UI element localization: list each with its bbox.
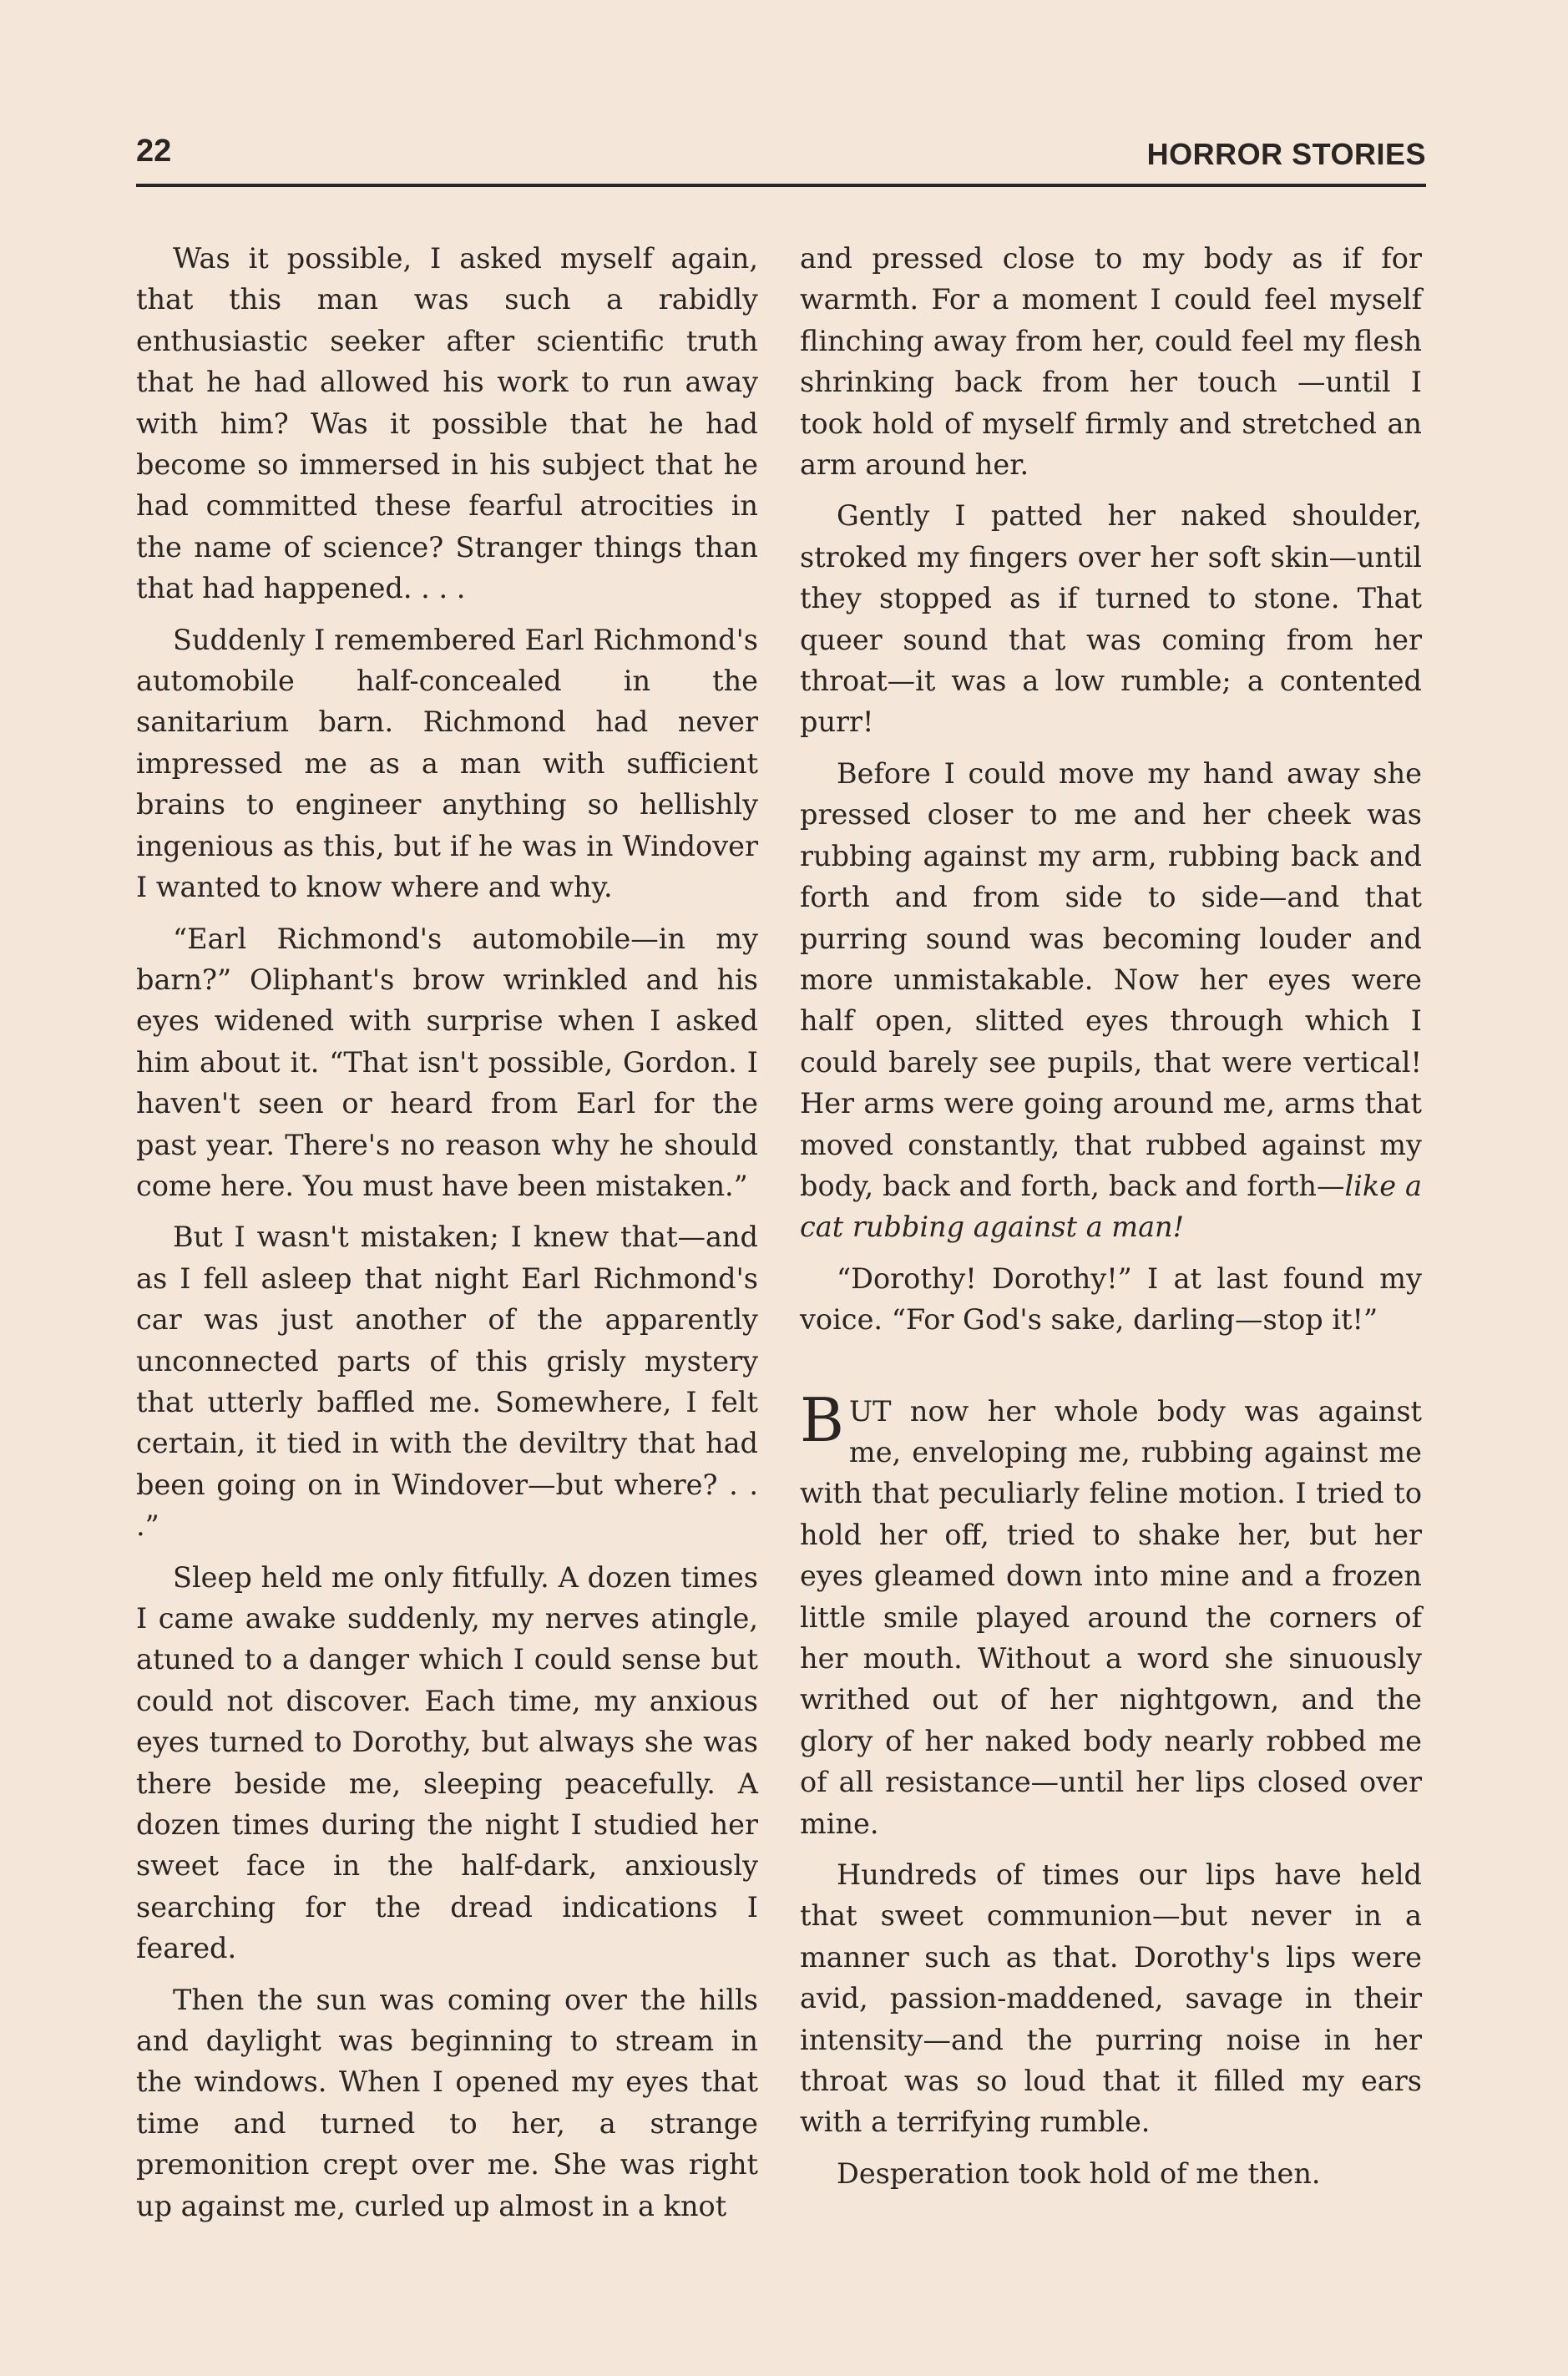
paragraph: But I wasn't mistaken; I knew that—and as I fell asleep that night Earl Richmond's car was just another of the apparently unconnected parts of this grisly mystery that utterly baffled me. Somewhere, I felt certain, it tied in with the deviltry that had been going on in Windover—but where? . . .” bbox=[136, 1221, 758, 1543]
paragraph: and pressed close to my body as if for warmth. For a moment I could feel myself flinching away from her, could feel my flesh shrinking back from her touch —until I took hold of myself firmly and stretched an arm around her. bbox=[800, 242, 1422, 482]
paragraph: Gently I patted her naked shoulder, stroked my fingers over her soft skin—until they stopped as if turned to stone. That queer sound that was coming from her throat—it was a low rumble; a contented purr! bbox=[800, 499, 1422, 739]
paragraph-text: UT now her whole body was against me, enveloping me, rubbing against me with that peculiarly feline motion. I tried to hold her off, tried to shake her, but her eyes gleamed down into mine and a frozen little smile played around the corners of her mouth. Without a word she sinuously writhed out of her nightgown, and the glory of her naked body nearly robbed me of all resistance—until her lips closed over mine. bbox=[800, 1394, 1422, 1840]
paragraph: “Earl Richmond's automobile—in my barn?” Oliphant's brow wrinkled and his eyes widened with surprise when I asked him about it. “That isn't possible, Gordon. I haven't seen or heard from Earl for the past year. There's no reason why he should come here. You must have been mistaken.” bbox=[136, 922, 758, 1202]
paragraph: Suddenly I remembered Earl Richmond's automobile half-concealed in the sanitarium barn. Richmond had never impressed me as a man with sufficient brains to engineer anything so hellishly ingenious as this, but if he was in Windover I wanted to know where and why. bbox=[136, 623, 758, 904]
paragraph bbox=[800, 753, 1422, 1248]
paragraph: Desperation took hold of me then. bbox=[837, 2156, 1321, 2190]
right-column bbox=[800, 238, 1422, 2204]
page-number: 22 bbox=[136, 134, 172, 169]
paragraph: Then the sun was coming over the hills and daylight was beginning to stream in the windows. When I opened my eyes that time and turned to her, a strange premonition crept over me. She was right up against me, curled up almost in a knot bbox=[136, 1983, 758, 2222]
paragraph-text: Before I could move my hand away she pressed closer to me and her cheek was rubbing against my arm, rubbing back and forth and from side to side—and that purring sound was becoming louder and more unmistakable. Now her eyes were half open, slitted eyes through which I could barely see pupils, that were vertical! Her arms were going around me, arms that moved constantly, that rubbed against my body, back and forth, back and forth— bbox=[800, 756, 1422, 1202]
paragraph: Hundreds of times our lips have held that sweet communion—but never in a manner such as that. Dorothy's lips were avid, passion-maddened, savage in their intensity—and the purring noise in her throat was so loud that it filled my ears with a terrifying rumble. bbox=[800, 1858, 1422, 2139]
section-opening-paragraph bbox=[800, 1384, 1422, 1844]
page-header bbox=[136, 134, 1426, 187]
running-head: HORROR STORIES bbox=[1146, 137, 1426, 171]
paragraph: Sleep held me only fitfully. A dozen times I came awake suddenly, my nerves atingle, atuned to a danger which I could sense but could not discover. Each time, my anxious eyes turned to Dorothy, but always she was there beside me, sleeping peacefully. A dozen times during the night I studied her sweet face in the half-dark, anxiously searching for the dread indications I feared. bbox=[136, 1560, 758, 1965]
drop-cap: B bbox=[800, 1384, 844, 1455]
left-column bbox=[136, 238, 758, 2237]
paragraph: “Dorothy! Dorothy!” I at last found my voice. “For God's sake, darling—stop it!” bbox=[800, 1261, 1422, 1337]
paragraph: Was it possible, I asked myself again, that this man was such a rabidly enthusiastic seeker after scientific truth that he had allowed his work to run away with him? Was it possible that he had become so immersed in his subject that he had committed these fearful atrocities in the name of science? Stranger things than that had happened. . . . bbox=[136, 242, 758, 605]
italic-phrase: like a cat rubbing against a man! bbox=[800, 1169, 1422, 1244]
